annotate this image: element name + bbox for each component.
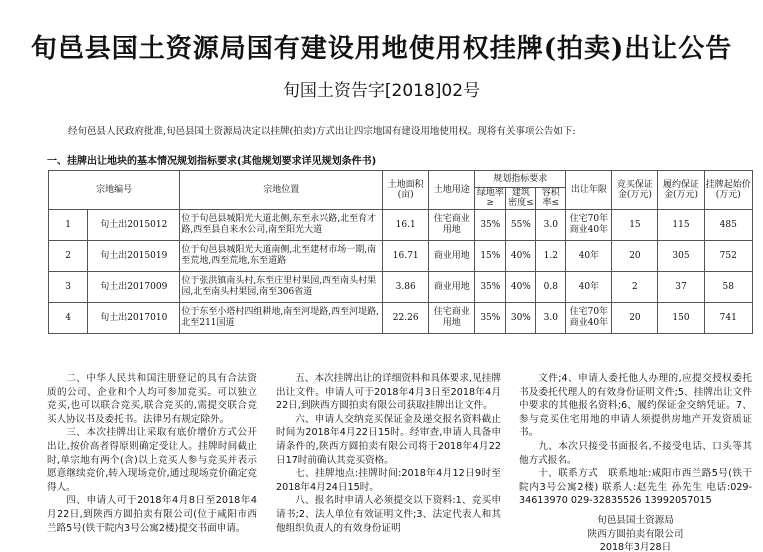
- table-row: [49, 240, 753, 271]
- header-green-rate: 绿地率≥: [475, 188, 506, 210]
- clause-eligibility: 二、中华人民共和国注册登记的具有合法资质的公司、企业和个人均可参加竞买。可以独立竞买,也可以联合竞买,联合竞买的,需提交联合竞买人协议书及委托书。法律另有规定除外。: [47, 373, 257, 425]
- intro-paragraph: 经旬邑县人民政府批准,旬邑县国土资源局决定以挂牌(拍卖)方式出让四宗地国有建设用地使用权。现将有关事项公告如下:: [68, 126, 576, 137]
- bid-deposit: 2: [612, 271, 658, 302]
- section-heading: 一、挂牌出让地块的基本情况规划指标要求(其他规划要求详见规划条件书): [47, 156, 377, 167]
- start-price: 485: [704, 209, 752, 240]
- start-price: 752: [704, 240, 752, 271]
- parcel-code: 旬土出2017009: [88, 271, 180, 302]
- transfer-term: 40年: [566, 240, 612, 271]
- transfer-term: 40年: [566, 271, 612, 302]
- building-density: 55%: [506, 209, 536, 240]
- header-floor-area-ratio: 容积率≤: [536, 188, 566, 210]
- header-performance-bond: 履约保证金(万元): [658, 171, 704, 210]
- clause-documents: 五、本次挂牌出让的详细资料和具体要求,见挂牌出让文件。申请人可于2018年4月3日至2018年4月22日,到陕西方圆拍卖有限公司获取挂牌出让文件。: [276, 373, 501, 412]
- header-term: 出让年限: [566, 171, 612, 210]
- performance-bond: 37: [658, 271, 704, 302]
- table-row: [49, 209, 753, 240]
- text-column-3: [519, 372, 752, 552]
- transfer-term: 住宅70年商业40年: [566, 302, 612, 333]
- parcel-location: 位于东至小塔村四组耕地,南至河堤路,西至河堤路,北至211国道: [180, 302, 383, 333]
- parcel-use: 住宅商业用地: [429, 209, 475, 240]
- parcel-use: 住宅商业用地: [429, 302, 475, 333]
- clause-listing-time: 七、挂牌地点:挂牌时间:2018年4月12日9时至2018年4月24日15时。: [276, 468, 501, 493]
- land-parcel-table: [48, 170, 753, 334]
- parcel-area: 22.26: [383, 302, 429, 333]
- clause-materials-continued: 文件;4、申请人委托他人办理的,应提交授权委托书及委托代理人的有效身份证明文件;5、挂牌出让文件中要求的其他报名资料;6、履约保证金交纳凭证。7、参与竞买住宅用地的申请人须提供房地产开发资质证书。: [519, 373, 752, 439]
- parcel-area: 16.71: [383, 240, 429, 271]
- header-code: 宗地编号: [49, 171, 180, 210]
- green-rate: 15%: [475, 240, 506, 271]
- bid-deposit: 20: [612, 240, 658, 271]
- signature-org-bureau: 旬邑县国土资源局: [597, 514, 674, 526]
- floor-area-ratio: 3.0: [536, 209, 566, 240]
- parcel-location: 位于旬邑县城阳光大道南侧,北至建材市场一期,南至荒地,西至荒地,东至道路: [180, 240, 383, 271]
- performance-bond: 150: [658, 302, 704, 333]
- header-use: 土地用途: [429, 171, 475, 210]
- parcel-code: 旬土出2015012: [88, 209, 180, 240]
- header-building-density: 建筑密度≤: [506, 188, 536, 210]
- header-area: 土地面积(亩): [383, 171, 429, 210]
- row-number: 1: [49, 209, 88, 240]
- building-density: 40%: [506, 240, 536, 271]
- start-price: 741: [704, 302, 752, 333]
- text-column-2: [276, 372, 501, 552]
- green-rate: 35%: [475, 271, 506, 302]
- table-row: [49, 271, 753, 302]
- parcel-area: 3.86: [383, 271, 429, 302]
- clause-contact: 十、联系方式 联系地址:咸阳市西兰路5号(铁干院内3号公寓2楼) 联系人:赵先生 孙先生 电话:029-34613970 029-32835526 13992057015: [519, 468, 752, 507]
- transfer-term: 住宅70年商业40年: [566, 209, 612, 240]
- header-planning: 规划指标要求: [475, 171, 566, 188]
- row-number: 2: [49, 240, 88, 271]
- floor-area-ratio: 1.2: [536, 240, 566, 271]
- header-start-price: 挂牌起始价(万元): [704, 171, 752, 210]
- parcel-code: 旬土出2015019: [88, 240, 180, 271]
- signature-date: 2018年3月28日: [599, 542, 672, 552]
- text-column-1: [47, 372, 257, 552]
- table-row: [49, 302, 753, 333]
- floor-area-ratio: 3.0: [536, 302, 566, 333]
- signature-org-auction: 陕西方圆拍卖有限公司: [587, 528, 684, 540]
- announcement-title: 旬邑县国土资源局国有建设用地使用权挂牌(拍卖)出让公告: [30, 34, 733, 64]
- clause-deposit-deadline: 六、申请人交纳竞买保证金及递交报名资料截止时间为2018年4月22日15时。经审查,申请人具备申请条件的,陕西方圆拍卖有限公司将于2018年4月22日17时前确认其竞买资格。: [276, 413, 501, 466]
- building-density: 30%: [506, 302, 536, 333]
- header-location: 宗地位置: [180, 171, 383, 210]
- parcel-area: 16.1: [383, 209, 429, 240]
- green-rate: 35%: [475, 302, 506, 333]
- bid-deposit: 15: [612, 209, 658, 240]
- parcel-use: 商业用地: [429, 271, 475, 302]
- performance-bond: 305: [658, 240, 704, 271]
- clause-written-only: 九、本次只接受书面报名,不接受电话、口头等其他方式报名。: [519, 440, 752, 466]
- clause-bidding-method: 三、本次挂牌出让采取有底价增价方式公开出让,按价高者得原则确定受让人。挂牌时间截止时,单宗地有两个(含)以上竞买人参与竞买并表示愿意继续竞价,转入现场竞价,通过现场竞价确定竞得人。: [47, 427, 257, 493]
- clause-required-materials: 八、报名时申请人必须提交以下资料:1、竞买申请书;2、法人单位有效证明文件;3、法定代表人和其他组织负责人的有效身份证明: [276, 495, 501, 534]
- signature-block: [519, 514, 752, 552]
- performance-bond: 115: [658, 209, 704, 240]
- row-number: 4: [49, 302, 88, 333]
- clause-application-period: 四、申请人可于2018年4月8日至2018年4月22日,到陕西方圆拍卖有限公司(位于咸阳市西兰路5号(铁干院内3号公寓2楼)提交书面申请。: [47, 495, 257, 534]
- floor-area-ratio: 0.8: [536, 271, 566, 302]
- parcel-location: 位于张洪镇南头村,东至庄里村果园,西至南头村果园,北至南头村果园,南至306省道: [180, 271, 383, 302]
- parcel-code: 旬土出2017010: [88, 302, 180, 333]
- header-deposit: 竞买保证金(万元): [612, 171, 658, 210]
- parcel-use: 商业用地: [429, 240, 475, 271]
- parcel-location: 位于旬邑县城阳光大道北侧,东至永兴路,北至育才路,西至县自来水公司,南至阳光大道: [180, 209, 383, 240]
- row-number: 3: [49, 271, 88, 302]
- start-price: 58: [704, 271, 752, 302]
- document-number: 旬国土资告字[2018]02号: [282, 81, 481, 101]
- green-rate: 35%: [475, 209, 506, 240]
- building-density: 40%: [506, 271, 536, 302]
- bid-deposit: 20: [612, 302, 658, 333]
